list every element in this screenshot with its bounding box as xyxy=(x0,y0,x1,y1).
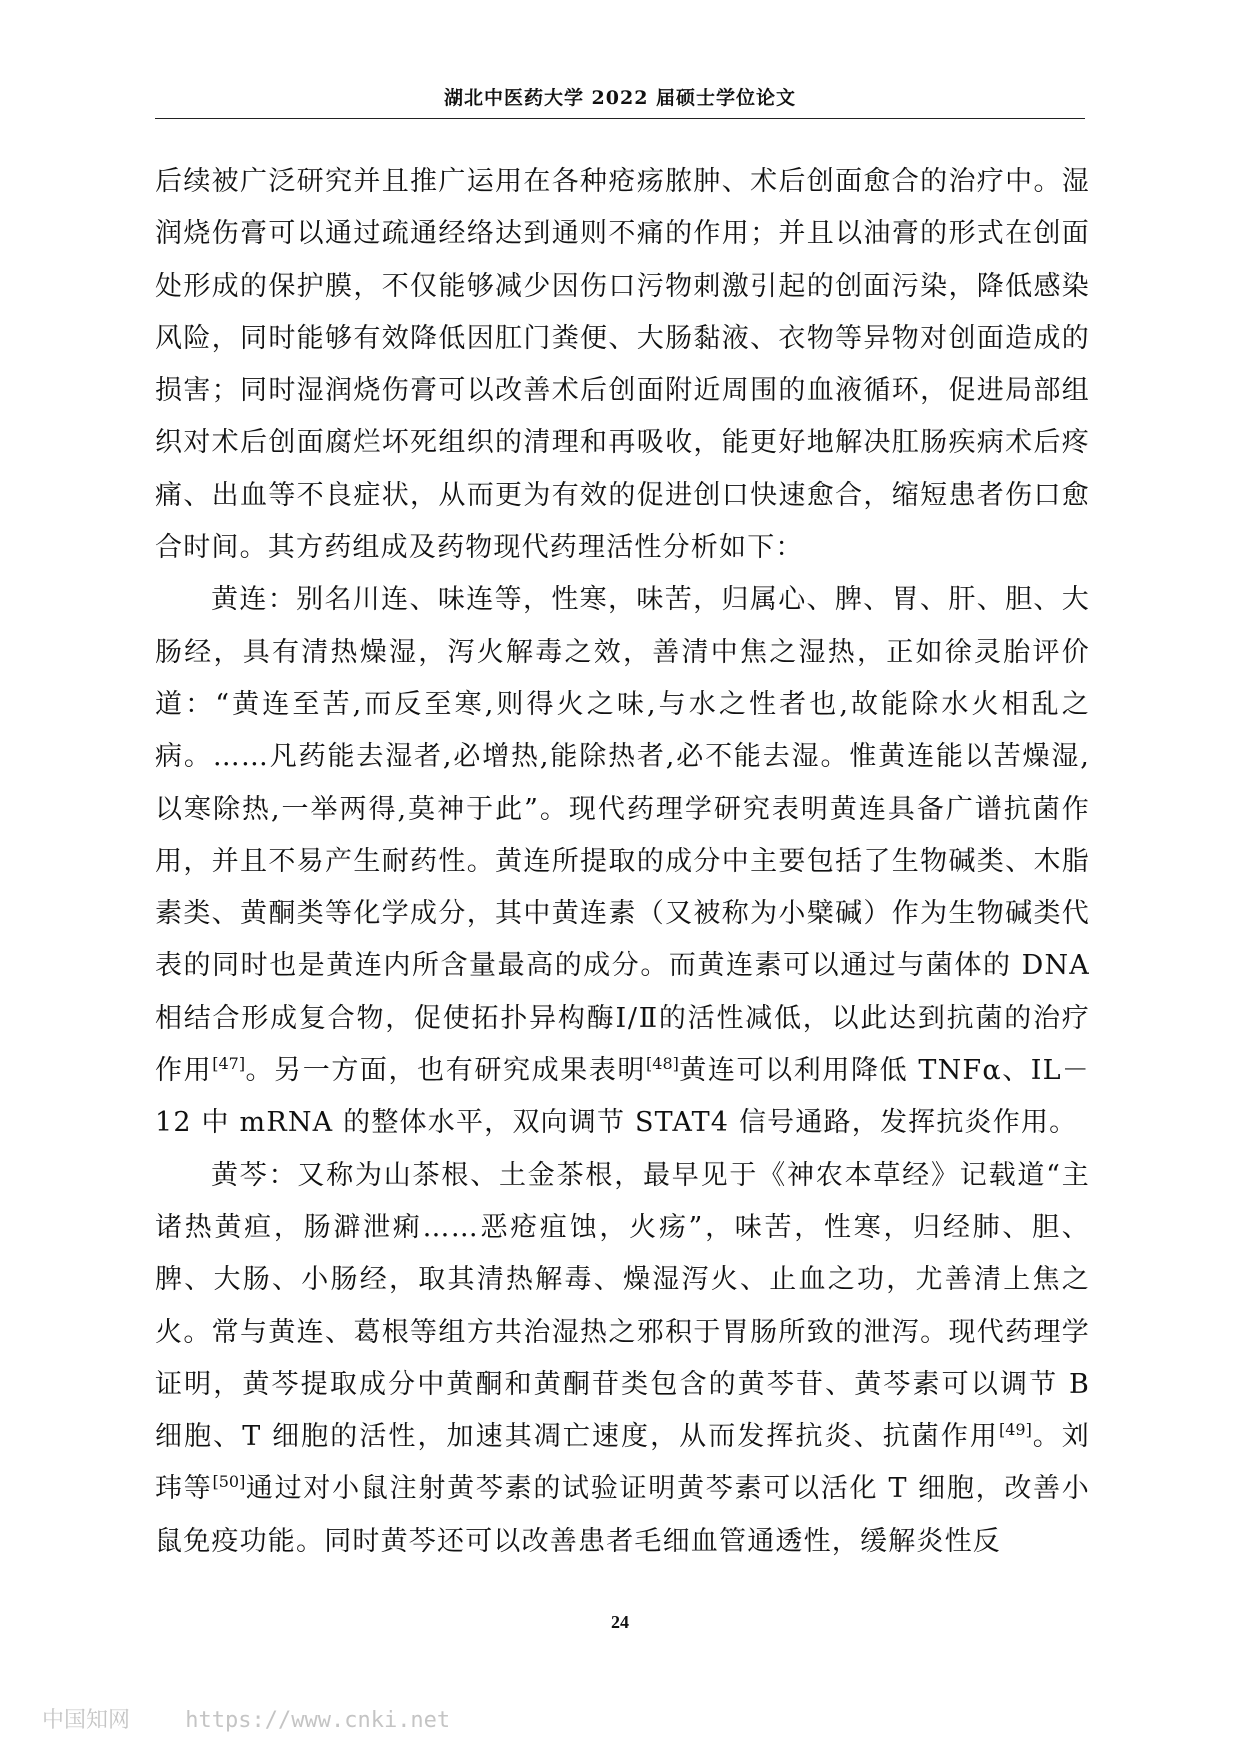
text-run: 黄芩：又称为山茶根、土金茶根，最早见于《神农本草经》记载道“主诸热黄疸，肠澼泄痢……恶疮疽蚀，火疡”，味苦，性寒，归经肺、胆、脾、大肠、小肠经，取其清热解毒、燥湿泻火、止血之功，尤善清上焦之火。常与黄连、葛根等组方共治湿热之邪积于胃肠所致的泄泻。现代药理学证明，黄芩提取成分中黄酮和黄酮苷类包含的黄芩苷、黄芩素可以调节 B 细胞、T 细胞的活性，加速其凋亡速度，从而发挥抗炎、抗菌作用 xyxy=(155,1159,1090,1453)
watermark xyxy=(42,1703,450,1734)
paragraph xyxy=(155,1150,1090,1568)
watermark-brand: 中国知网 xyxy=(42,1708,131,1733)
header-rule xyxy=(155,118,1085,119)
citation-ref: [47] xyxy=(212,1054,246,1074)
text-run: 。刘玮等 xyxy=(155,1421,1090,1505)
paragraph xyxy=(155,156,1090,574)
text-run: 通过对小鼠注射黄芩素的试验证明黄芩素可以活化 T 细胞，改善小鼠免疫功能。同时黄芩还可以改善患者毛细血管通透性，缓解炎性反 xyxy=(155,1473,1091,1557)
text-run: 后续被广泛研究并且推广运用在各种疮疡脓肿、术后创面愈合的治疗中。湿润烧伤膏可以通过疏通经络达到通则不痛的作用；并且以油膏的形式在创面处形成的保护膜，不仅能够减少因伤口污物刺激引起的创面污染，降低感染风险，同时能够有效降低因肛门粪便、大肠黏液、衣物等异物对创面造成的损害；同时湿润烧伤膏可以改善术后创面附近周围的血液循环，促进局部组织对术后创面腐烂坏死组织的清理和再吸收，能更好地解决肛肠疾病术后疼痛、出血等不良症状，从而更为有效的促进创口快速愈合，缩短患者伤口愈合时间。其方药组成及药物现代药理活性分析如下： xyxy=(155,166,1090,564)
body-text xyxy=(155,156,1090,1568)
text-run: 黄连可以利用降低 TNFα、IL－12 中 mRNA 的整体水平，双向调节 STAT4 信号通路，发挥抗炎作用。 xyxy=(155,1055,1090,1139)
text-run: 黄连：别名川连、味连等，性寒，味苦，归属心、脾、胃、肝、胆、大肠经，具有清热燥湿，泻火解毒之效，善清中焦之湿热，正如徐灵胎评价道：“黄连至苦,而反至寒,则得火之味,与水之性者也,故能除水火相乱之病。……凡药能去湿者,必增热,能除热者,必不能去湿。惟黄连能以苦燥湿,以寒除热,一举两得,莫神于此”。现代药理学研究表明黄连具备广谱抗菌作用，并且不易产生耐药性。黄连所提取的成分中主要包括了生物碱类、木脂素类、黄酮类等化学成分，其中黄连素（又被称为小檗碱）作为生物碱类代表的同时也是黄连内所含量最高的成分。而黄连素可以通过与菌体的 DNA 相结合形成复合物，促使拓扑异构酶Ⅰ/Ⅱ的活性减低，以此达到抗菌的治疗作用 xyxy=(155,584,1090,1087)
citation-ref: [50] xyxy=(212,1472,246,1492)
citation-ref: [49] xyxy=(999,1420,1032,1440)
page-number: 24 xyxy=(611,1612,629,1632)
text-run: 。另一方面，也有研究成果表明 xyxy=(245,1055,647,1087)
running-header: 湖北中医药大学 2022 届硕士学位论文 xyxy=(443,87,797,109)
paragraph xyxy=(155,574,1090,1149)
watermark-url: https://www.cnki.net xyxy=(185,1708,451,1733)
citation-ref: [48] xyxy=(646,1054,679,1074)
